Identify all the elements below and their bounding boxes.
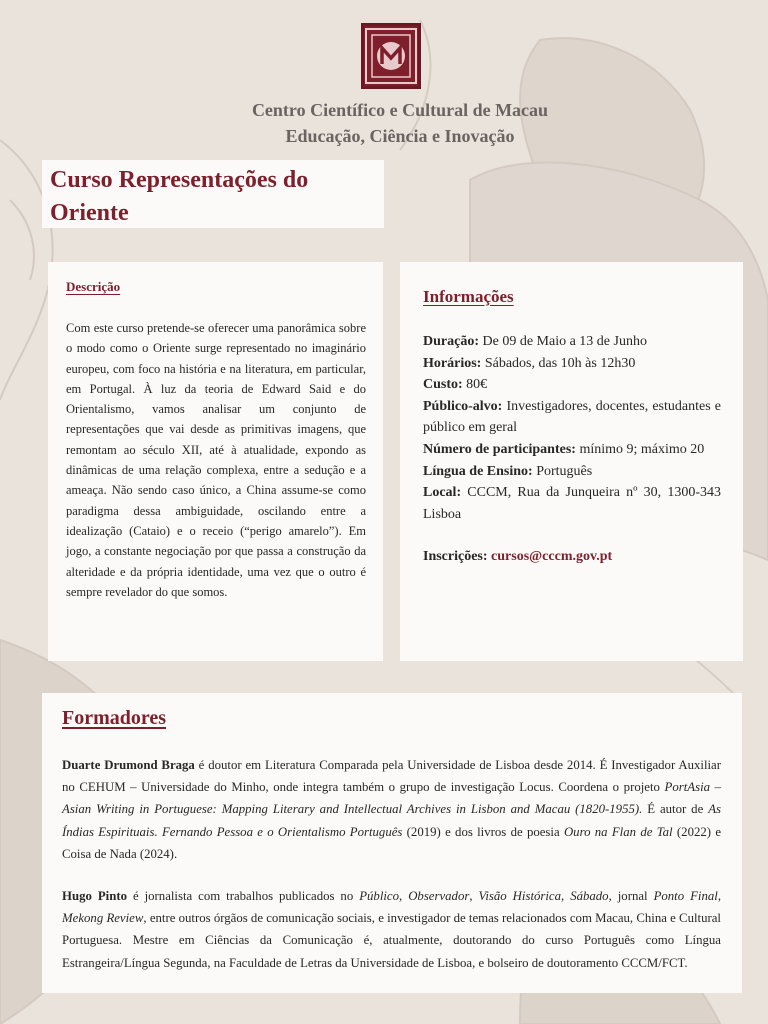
cccm-logo-icon xyxy=(361,23,421,89)
course-title xyxy=(50,164,384,230)
info-label: Língua de Ensino: xyxy=(423,463,533,479)
info-row-audience xyxy=(423,396,721,439)
info-heading: Informações xyxy=(423,287,514,306)
info-row-cost xyxy=(423,374,721,396)
course-title-box xyxy=(42,160,384,228)
trainer-name: Duarte Drumond Braga xyxy=(62,758,195,772)
info-card xyxy=(400,262,743,661)
publication-title: Ponto Final xyxy=(653,889,718,904)
bio-text: (2022) e Coisa de Nada (2024). xyxy=(62,824,721,861)
info-value: Investigadores, docentes, estudantes e público em geral xyxy=(423,398,721,436)
bio-text: , xyxy=(469,889,479,904)
info-label: Custo: xyxy=(423,377,463,393)
info-label: Horários: xyxy=(423,355,482,371)
publication-title: Sábado xyxy=(570,889,609,904)
info-list xyxy=(423,331,721,568)
bio-text: (2019) e dos livros de poesia xyxy=(402,824,564,839)
org-tagline: Educação, Ciência e Inovação xyxy=(285,126,515,146)
book-title: Ouro na Flan de Tal xyxy=(563,824,673,839)
logo-emblem-icon xyxy=(364,26,418,86)
trainer-bio-braga xyxy=(62,754,721,865)
project-title: PortAsia – Asian Writing in Portuguese: Mapping Literary and Intellectual Archives in Lisbon and Macau (1820-1955). xyxy=(62,780,722,817)
info-value: De 09 de Maio a 13 de Junho xyxy=(482,334,647,349)
publication-title: Observador xyxy=(408,889,470,904)
course-title-line2: Oriente xyxy=(50,200,129,226)
info-value: mínimo 9; máximo 20 xyxy=(579,441,705,457)
info-label: Número de participantes: xyxy=(423,441,576,457)
description-heading: Descrição xyxy=(66,279,121,294)
org-name: Centro Científico e Cultural de Macau xyxy=(251,100,549,120)
info-value: Sábados, das 10h às 12h30 xyxy=(484,355,636,371)
bio-text: , xyxy=(561,889,571,904)
description-card xyxy=(48,262,383,661)
info-row-registration xyxy=(423,546,721,568)
info-label: Público-alvo: xyxy=(423,398,503,414)
bio-text: , entre outros órgãos de comunicação sociais, e investigador de temas relacionados com Macau, China e Cultural Portuguesa. Mestre em Ciências da Comunicação é, atualmente, doutorando do curso Português como Língua Estrangeira/Língua Segunda, na Faculdade de Letras da Universidade de Lisboa, e bolseiro de doutoramento CCCM/FCT. xyxy=(62,911,721,970)
bio-text: , xyxy=(399,889,409,904)
trainers-heading: Formadores xyxy=(62,707,167,729)
info-row-location xyxy=(423,482,721,525)
trainer-name: Hugo Pinto xyxy=(62,889,127,904)
book-title: As Índias Espirituais. Fernando Pessoa e o Orientalismo Português xyxy=(62,802,721,839)
info-label: Local: xyxy=(423,485,462,501)
bio-text: , xyxy=(717,889,722,904)
info-row-duration xyxy=(423,331,721,353)
registration-label: Inscrições: xyxy=(423,549,488,565)
bio-text: é doutor em Literatura Comparada pela Universidade de Lisboa desde 2014. É Investigador Auxiliar no CEHUM – Universidade do Minho, onde integra também o grupo de investigação Locus. Coordena o projeto xyxy=(62,758,721,795)
info-row-schedule xyxy=(423,353,721,375)
publication-title: Público xyxy=(359,889,400,904)
course-title-line1: Curso Representações do xyxy=(50,167,309,193)
info-row-language xyxy=(423,461,721,483)
bio-text: é jornalista com trabalhos publicados no xyxy=(126,889,360,904)
trainers-card xyxy=(42,693,742,993)
info-row-participants xyxy=(423,439,721,461)
info-value: Português xyxy=(536,463,593,479)
publication-title: Mekong Review xyxy=(62,911,144,926)
bio-text: É autor de xyxy=(642,802,709,817)
info-label: Duração: xyxy=(423,334,479,349)
registration-email-link[interactable]: cursos@cccm.gov.pt xyxy=(491,549,613,565)
description-text: Com este curso pretende-se oferecer uma panorâmica sobre o modo como o Oriente surge representado no imaginário europeu, com foco na história e na literatura, em particular, em Portugal. À luz da teoria de Edward Said e do Orientalismo, vamos analisar um conjunto de representações que vai desde as primitivas imagens, que remontam ao século XII, até à atualidade, expondo as dinâmicas de uma relação complexa, entre a sedução e a ameaça. Não sendo caso único, a China assume-se como paradigma dessa ambiguidade, oscilando entre a idealização (Cataio) e o receio (“perigo amarelo”). Em jogo, a constante negociação por que passa a construção da alteridade e da própria identidade, uma vez que o outro é sempre revelador do que somos. xyxy=(66,321,366,599)
publication-title: Visão Histórica xyxy=(478,889,562,904)
trainer-bio-pinto xyxy=(62,885,721,974)
info-value: 80€ xyxy=(466,377,488,393)
info-value: CCCM, Rua da Junqueira nº 30, 1300-343 Lisboa xyxy=(423,485,721,522)
bio-text: , jornal xyxy=(608,889,654,904)
